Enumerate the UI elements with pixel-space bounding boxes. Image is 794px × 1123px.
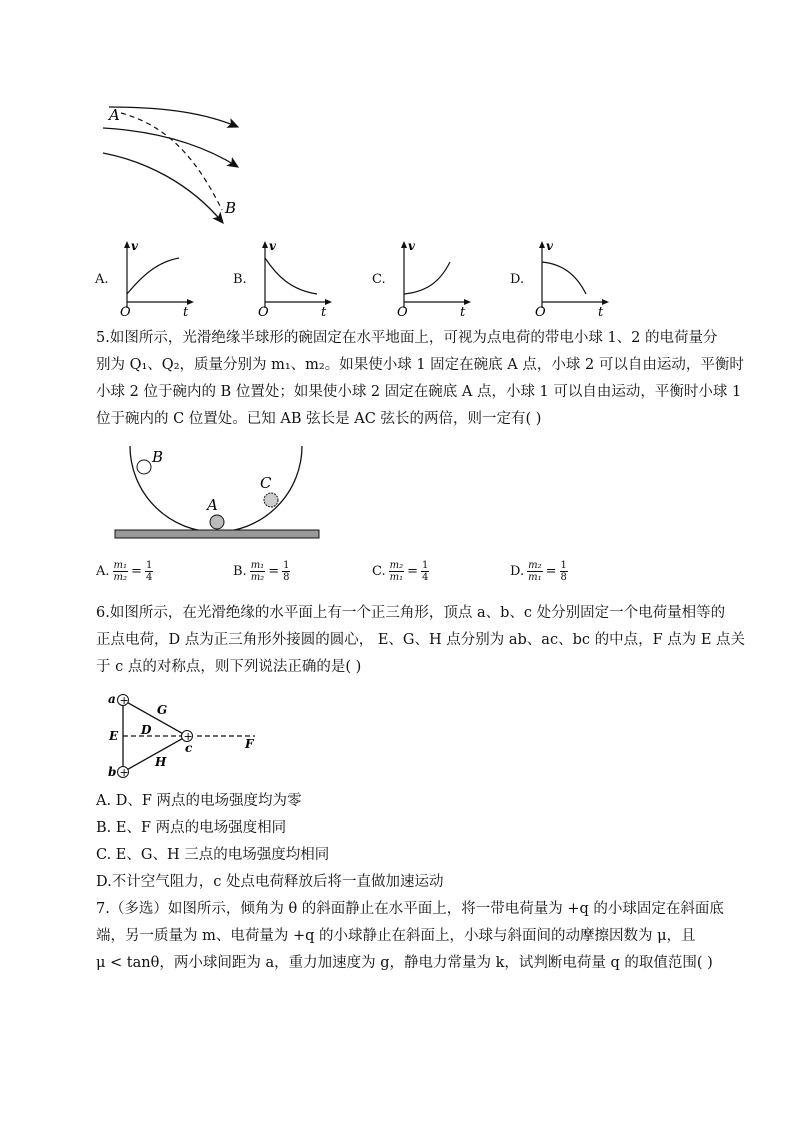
option-label: C. <box>372 564 386 579</box>
q7-line-3: μ < tanθ，两小球间距为 a，重力加速度为 g，静电力常量为 k，试判断电荷量 q 的取值范围( ) <box>96 955 713 971</box>
q5-line-2: 别为 Q₁、Q₂，质量分别为 m₁、m₂。如果使小球 1 固定在碗底 A 点，小球 2 可以自由运动，平衡时 <box>96 357 744 373</box>
axis-v: v <box>546 239 553 253</box>
label-c: C <box>260 474 272 492</box>
label-a: A <box>109 106 120 124</box>
option-label: A. <box>96 564 110 579</box>
label-c: c <box>185 741 193 755</box>
q6-line-3: 于 c 点的对称点，则下列说法正确的是( ) <box>96 659 362 675</box>
label-a: A <box>207 496 218 514</box>
velocity-graph-c <box>394 238 474 318</box>
option-label: D. <box>510 564 525 579</box>
q6-option-b[interactable]: B. E、F 两点的电场强度相同 <box>96 820 287 836</box>
ball-a <box>210 515 224 529</box>
axis-v: v <box>269 239 276 253</box>
svg-text:+: + <box>119 694 129 707</box>
option-label: D. <box>510 272 525 287</box>
ball-b <box>137 460 151 474</box>
origin: O <box>120 305 131 318</box>
option-label: A. <box>95 272 109 287</box>
option-label: B. <box>233 564 247 579</box>
q5-line-1: 5.如图所示，光滑绝缘半球形的碗固定在水平地面上，可视为点电荷的带电小球 1、2 的电荷量分 <box>96 330 718 346</box>
q5-line-3: 小球 2 位于碗内的 B 位置处；如果使小球 2 固定在碗底 A 点，小球 1 可以自由运动，平衡时小球 1 <box>96 384 742 400</box>
q5-stem <box>96 325 744 433</box>
label-b: B <box>225 199 237 217</box>
label-e: E <box>109 729 119 743</box>
axis-t: t <box>183 305 189 318</box>
label-d: D <box>141 723 152 737</box>
q5-option-b[interactable]: B. $\frac{\text{m₁}}{\text{m₂}}$ = $\frac{1}{8}$ <box>233 560 290 583</box>
q7-stem <box>96 896 724 977</box>
q4-option-a[interactable] <box>95 238 205 318</box>
origin: O <box>397 305 408 318</box>
option-label: B. <box>233 272 247 287</box>
q6-option-a[interactable]: A. D、F 两点的电场强度均为零 <box>96 793 302 809</box>
velocity-graph-a <box>117 238 197 318</box>
axis-t: t <box>321 305 327 318</box>
label-b: b <box>108 765 117 779</box>
ground <box>115 530 319 538</box>
q6-line-1: 6.如图所示，在光滑绝缘的水平面上有一个正三角形，顶点 a、b、c 处分别固定一个电荷量相等的 <box>96 605 726 621</box>
q5-line-4: 位于碗内的 C 位置处。已知 AB 弦长是 AC 弦长的两倍，则一定有( ) <box>96 411 542 427</box>
q5-option-d[interactable]: D. $\frac{\text{m₂}}{\text{m₁}}$ = $\frac{1}{8}$ <box>510 560 567 583</box>
q4-option-d[interactable] <box>510 238 620 318</box>
q7-line-1: 7.（多选）如图所示，倾角为 θ 的斜面静止在水平面上，将一带电荷量为 +q 的小球固定在斜面底 <box>96 901 724 917</box>
velocity-graph-d <box>532 238 612 318</box>
axis-t: t <box>460 305 466 318</box>
q6-option-d[interactable]: D.不计空气阻力，c 处点电荷释放后将一直做加速运动 <box>96 874 444 890</box>
q5-option-a[interactable]: A. $\frac{\text{m₁}}{\text{m₂}}$ = $\frac{1}{4}$ <box>96 560 153 583</box>
q4-option-b[interactable] <box>233 238 343 318</box>
axis-t: t <box>598 305 604 318</box>
bowl-figure <box>110 442 325 542</box>
axis-v: v <box>131 239 138 253</box>
axis-v: v <box>408 239 415 253</box>
field-line-2 <box>103 128 238 167</box>
q4-option-c[interactable] <box>372 238 482 318</box>
q6-stem <box>96 600 746 681</box>
origin: O <box>535 305 546 318</box>
q7-line-2: 端，另一质量为 m、电荷量为 +q 的小球静止在斜面上，小球与斜面间的动摩擦因数为 μ，且 <box>96 928 696 944</box>
svg-text:+: + <box>119 766 129 779</box>
q6-option-c[interactable]: C. E、G、H 三点的电场强度均相同 <box>96 847 330 863</box>
label-h: H <box>155 755 167 769</box>
ball-c <box>264 493 278 507</box>
option-label: C. <box>372 272 386 287</box>
field-lines-figure <box>95 95 255 235</box>
svg-text:+: + <box>183 730 193 743</box>
label-g: G <box>157 703 168 717</box>
label-a: a <box>108 692 116 706</box>
velocity-graph-b <box>255 238 335 318</box>
q5-option-c[interactable]: C. $\frac{\text{m₂}}{\text{m₁}}$ = $\frac{1}{4}$ <box>372 560 429 583</box>
origin: O <box>258 305 269 318</box>
field-line-3 <box>103 153 223 223</box>
label-f: F <box>245 737 254 751</box>
triangle-figure <box>105 688 265 780</box>
field-line-1 <box>109 107 238 127</box>
q6-line-2: 正点电荷，D 点为正三角形外接圆的圆心， E、G、H 点分别为 ab、ac、bc 的中点，F 点为 E 点关 <box>96 632 746 648</box>
label-b: B <box>152 448 164 466</box>
